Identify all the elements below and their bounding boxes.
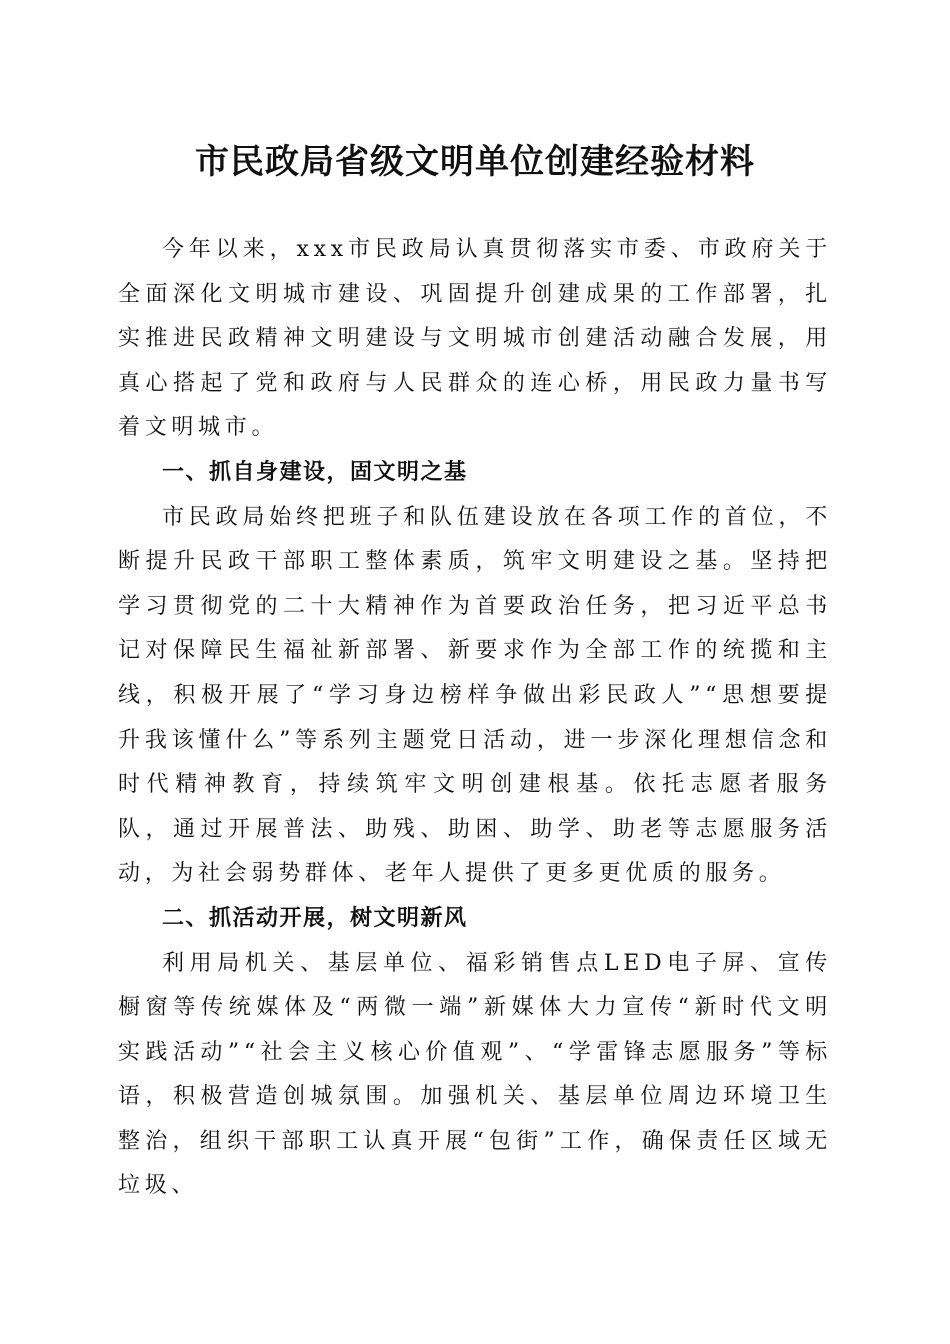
document-title: 市民政局省级文明单位创建经验材料	[195, 142, 755, 182]
section-1-paragraph: 市民政局始终把班子和队伍建设放在各项工作的首位，不断提升民政干部职工整体素质，筑牢文明建设之基。坚持把学习贯彻党的二十大精神作为首要政治任务，把习近平总书记对保障民生福祉新部署、新要求作为全部工作的统揽和主线，积极开展了“学习身边榜样争做出彩民政人”“思想要提升我该懂什么”等系列主题党日活动，进一步深化理想信念和时代精神教育，持续筑牢文明创建根基。依托志愿者服务队，通过开展普法、助残、助困、助学、助老等志愿服务活动，为社会弱势群体、老年人提供了更多更优质的服务。	[118, 504, 832, 887]
section-heading-1: 一、抓自身建设，固文明之基	[162, 459, 468, 485]
intro-paragraph: 今年以来，xxx市民政局认真贯彻落实市委、市政府关于全面深化文明城市建设、巩固提升创建成果的工作部署，扎实推进民政精神文明建设与文明城市创建活动融合发展，用真心搭起了党和政府与人民群众的连心桥，用民政力量书写着文明城市。	[118, 237, 832, 441]
section-2-paragraph: 利用局机关、基层单位、福彩销售点LED电子屏、宣传橱窗等传统媒体及“两微一端”新媒体大力宣传“新时代文明实践活动”“社会主义核心价值观”、“学雷锋志愿服务”等标语，积极营造创城氛围。加强机关、基层单位周边环境卫生整治，组织干部职工认真开展“包街”工作，确保责任区域无垃圾、	[118, 950, 832, 1199]
document-body	[118, 228, 832, 1209]
section-heading-2: 二、抓活动开展，树文明新风	[162, 905, 468, 931]
